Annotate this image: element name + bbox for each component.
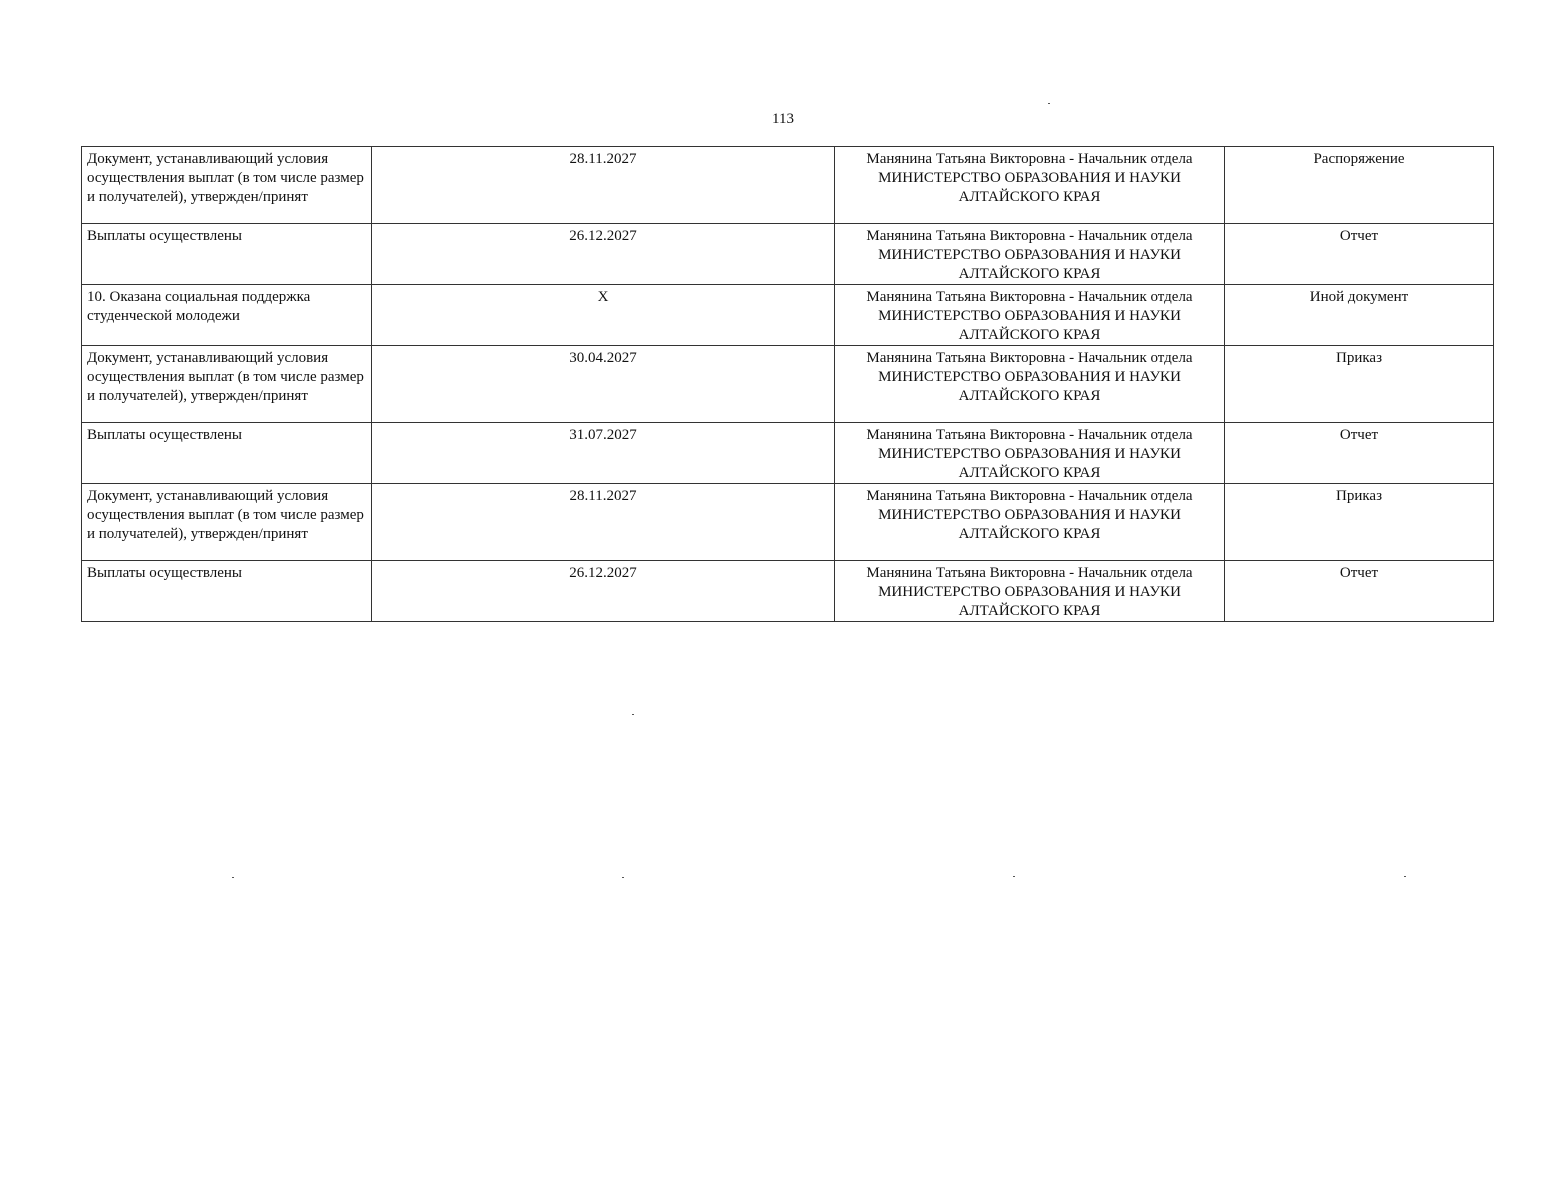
table-row	[82, 484, 1494, 561]
event-cell: 10. Оказана социальная поддержка студенческой молодежи	[82, 285, 372, 346]
responsible-person: Манянина Татьяна Викторовна - Начальник отдела	[866, 350, 1193, 366]
event-cell: Выплаты осуществлены	[82, 423, 372, 484]
doc-type-cell: Приказ	[1225, 346, 1494, 423]
responsible-org: МИНИСТЕРСТВО ОБРАЗОВАНИЯ И НАУКИ АЛТАЙСКОГО КРАЯ	[878, 507, 1181, 542]
responsible-person: Манянина Татьяна Викторовна - Начальник отдела	[866, 488, 1193, 504]
event-cell: Выплаты осуществлены	[82, 561, 372, 622]
scan-speck	[622, 877, 624, 878]
responsible-cell	[835, 484, 1225, 561]
event-cell: Документ, устанавливающий условия осуществления выплат (в том числе размер и получателей), утвержден/принят	[82, 346, 372, 423]
responsible-org: МИНИСТЕРСТВО ОБРАЗОВАНИЯ И НАУКИ АЛТАЙСКОГО КРАЯ	[878, 170, 1181, 205]
responsible-person: Манянина Татьяна Викторовна - Начальник отдела	[866, 289, 1193, 305]
page-number: 113	[772, 111, 794, 127]
scan-speck	[632, 714, 634, 715]
responsible-org: МИНИСТЕРСТВО ОБРАЗОВАНИЯ И НАУКИ АЛТАЙСКОГО КРАЯ	[878, 247, 1181, 282]
table-row	[82, 346, 1494, 423]
doc-type-cell: Распоряжение	[1225, 147, 1494, 224]
doc-type-cell: Приказ	[1225, 484, 1494, 561]
responsible-org: МИНИСТЕРСТВО ОБРАЗОВАНИЯ И НАУКИ АЛТАЙСКОГО КРАЯ	[878, 369, 1181, 404]
responsible-cell	[835, 285, 1225, 346]
events-table	[81, 146, 1494, 622]
responsible-cell	[835, 423, 1225, 484]
doc-type-cell: Отчет	[1225, 423, 1494, 484]
scan-speck	[1404, 876, 1406, 877]
responsible-cell	[835, 346, 1225, 423]
doc-type-cell: Отчет	[1225, 561, 1494, 622]
responsible-org: МИНИСТЕРСТВО ОБРАЗОВАНИЯ И НАУКИ АЛТАЙСКОГО КРАЯ	[878, 584, 1181, 619]
date-cell: 30.04.2027	[372, 346, 835, 423]
event-cell: Документ, устанавливающий условия осуществления выплат (в том числе размер и получателей), утвержден/принят	[82, 147, 372, 224]
table-row	[82, 561, 1494, 622]
date-cell: 28.11.2027	[372, 484, 835, 561]
table-row	[82, 423, 1494, 484]
responsible-cell	[835, 147, 1225, 224]
date-cell: 26.12.2027	[372, 224, 835, 285]
responsible-person: Манянина Татьяна Викторовна - Начальник отдела	[866, 427, 1193, 443]
date-cell: 31.07.2027	[372, 423, 835, 484]
responsible-org: МИНИСТЕРСТВО ОБРАЗОВАНИЯ И НАУКИ АЛТАЙСКОГО КРАЯ	[878, 308, 1181, 343]
scan-speck	[1048, 103, 1050, 104]
responsible-person: Манянина Татьяна Викторовна - Начальник отдела	[866, 565, 1193, 581]
scan-speck	[232, 877, 234, 878]
scan-speck	[1013, 876, 1015, 877]
table-row	[82, 224, 1494, 285]
doc-type-cell: Отчет	[1225, 224, 1494, 285]
doc-type-cell: Иной документ	[1225, 285, 1494, 346]
table-row	[82, 285, 1494, 346]
date-cell: 26.12.2027	[372, 561, 835, 622]
responsible-person: Манянина Татьяна Викторовна - Начальник отдела	[866, 151, 1193, 167]
responsible-cell	[835, 561, 1225, 622]
responsible-cell	[835, 224, 1225, 285]
date-cell: X	[372, 285, 835, 346]
responsible-org: МИНИСТЕРСТВО ОБРАЗОВАНИЯ И НАУКИ АЛТАЙСКОГО КРАЯ	[878, 446, 1181, 481]
event-cell: Выплаты осуществлены	[82, 224, 372, 285]
table-row	[82, 147, 1494, 224]
date-cell: 28.11.2027	[372, 147, 835, 224]
event-cell: Документ, устанавливающий условия осуществления выплат (в том числе размер и получателей), утвержден/принят	[82, 484, 372, 561]
responsible-person: Манянина Татьяна Викторовна - Начальник отдела	[866, 228, 1193, 244]
